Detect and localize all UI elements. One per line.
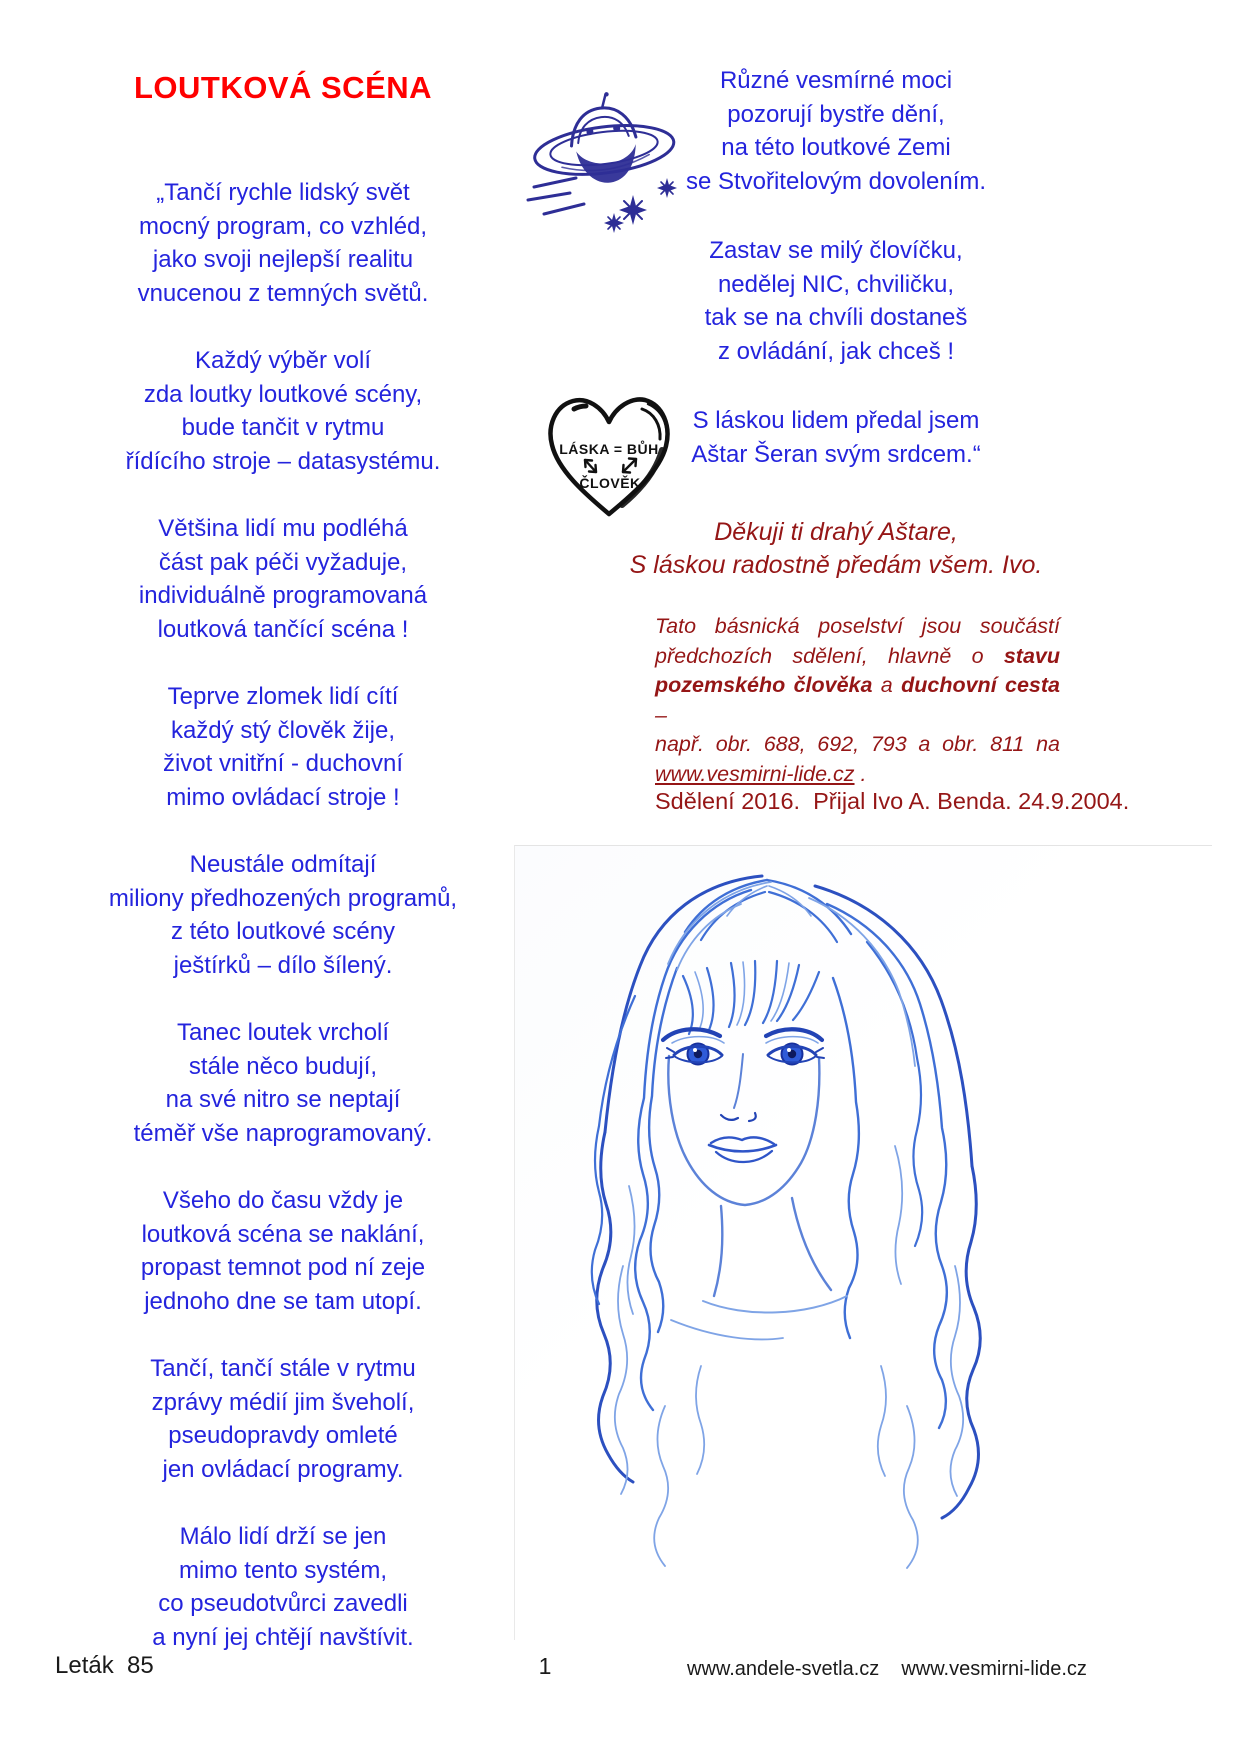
- poem-line: stále něco budují,: [188, 1052, 378, 1080]
- poem-line: loutková scéna se naklání,: [141, 1220, 425, 1248]
- poem-line: pozorují bystře dění,: [727, 100, 945, 128]
- note-line: [655, 730, 1060, 760]
- note-text: a: [872, 673, 902, 697]
- portrait-illustration: [514, 845, 1212, 1640]
- left-poem: [55, 176, 511, 1688]
- note-text: předchozích sdělení, hlavně o: [655, 643, 1004, 668]
- poem-line: Teprve zlomek lidí cítí: [167, 683, 399, 710]
- poem-line: miliony předhozených programů,: [108, 884, 458, 912]
- poem-line: mimo ovládací stroje !: [166, 783, 400, 811]
- poem-line: Zastav se milý človíčku,: [709, 237, 963, 264]
- poem-line: a nyní jej chtějí navštívit.: [152, 1623, 414, 1651]
- dedication-line: S láskou radostně předám všem. Ivo.: [629, 551, 1043, 579]
- poem-line: pseudopravdy omleté: [168, 1422, 398, 1449]
- poem-line: část pak péči vyžaduje,: [158, 548, 408, 576]
- poem-line: jen ovládací programy.: [162, 1455, 404, 1483]
- vesmirni-lide-link[interactable]: www.vesmirni-lide.cz: [655, 761, 855, 786]
- poem-line: se Stvořitelovým dovolením.: [685, 167, 987, 195]
- note-text: duchovní cesta: [901, 673, 1060, 697]
- note-text: pozemského člověka: [655, 673, 873, 697]
- poem-stanza: [55, 680, 511, 814]
- poem-line: Každý výběr volí: [194, 347, 372, 374]
- motion-lines: [528, 178, 584, 214]
- poem-line: mimo tento systém,: [178, 1556, 388, 1584]
- poem-line: z této loutkové scény: [170, 918, 396, 945]
- poem-stanza: [55, 1520, 511, 1654]
- poem-stanza: [55, 176, 511, 310]
- poem-line: vnucenou z temných světů.: [137, 279, 429, 307]
- poem-line: „Tančí rychle lidský svět: [156, 179, 410, 206]
- poem-line: individuálně programovaná: [138, 582, 428, 609]
- footer-urls: [687, 1658, 1087, 1681]
- poem-line: téměř vše naprogramovaný.: [133, 1119, 433, 1147]
- poem-line: Aštar Šeran svým srdcem.“: [691, 440, 981, 468]
- poem-stanza: [55, 1016, 511, 1150]
- note-line: [655, 671, 1060, 730]
- poem-line: zda loutky loutkové scény,: [143, 380, 423, 408]
- poem-line: Tanec loutek vrcholí: [176, 1019, 390, 1046]
- note-line: [655, 760, 1060, 790]
- poem-line: tak se na chvíli dostaneš: [704, 304, 968, 331]
- poem-line: jako svoji nejlepší realitu: [152, 246, 414, 273]
- footer-leaflet-number: Leták 85: [55, 1652, 154, 1679]
- poem-line: loutková tančící scéna !: [157, 615, 409, 643]
- poem-line: S láskou lidem předal jsem: [692, 407, 980, 434]
- poem-stanza: [55, 1184, 511, 1318]
- poem-line: Většina lidí mu podléhá: [158, 515, 408, 542]
- poem-line: bude tančit v rytmu: [181, 414, 385, 441]
- dedication-line: Děkuji ti drahý Aštare,: [714, 518, 958, 546]
- poem-line: každý stý člověk žije,: [170, 716, 396, 744]
- poem-line: Různé vesmírné moci: [719, 67, 953, 94]
- footer-url-vesmirni-lide: www.vesmirni-lide.cz: [901, 1658, 1087, 1680]
- poem-line: nedělej NIC, chviličku,: [717, 270, 955, 298]
- closing-line: Sdělení 2016. Přijal Ivo A. Benda. 24.9.2004.: [655, 788, 1130, 814]
- right-poem: [610, 64, 1062, 507]
- poem-line: z ovládání, jak chceš !: [717, 337, 955, 365]
- poem-stanza: [610, 64, 1062, 198]
- poem-line: ještírků – dílo šílený.: [173, 951, 393, 979]
- poem-stanza: [610, 234, 1062, 368]
- poem-stanza: [55, 1352, 511, 1486]
- poem-line: co pseudotvůrci zavedli: [158, 1590, 408, 1617]
- poem-line: život vnitřní - duchovní: [162, 750, 404, 777]
- poem-line: na své nitro se neptají: [165, 1086, 401, 1113]
- footer-url-andele-svetla: www.andele-svetla.cz: [687, 1658, 880, 1680]
- poem-line: Neustále odmítají: [189, 851, 377, 878]
- poem-line: na této loutkové Zemi: [721, 134, 951, 161]
- note-paragraph: [655, 612, 1060, 789]
- poem-stanza: [55, 512, 511, 646]
- page-title: LOUTKOVÁ SCÉNA: [133, 70, 433, 105]
- note-text: Tato básnická poselství jsou součástí: [655, 614, 1060, 638]
- note-line: [655, 642, 1060, 672]
- note-text: např. obr. 688, 692, 793 a obr. 811 na: [655, 732, 1060, 756]
- poem-line: zprávy médií jim šveholí,: [151, 1388, 415, 1416]
- poem-line: Všeho do času vždy je: [162, 1187, 404, 1214]
- note-text: .: [854, 761, 867, 786]
- heart-text-bottom: ČLOVĚK: [579, 475, 641, 491]
- woman-face-drawing: [515, 846, 1213, 1641]
- note-text: stavu: [1003, 643, 1060, 668]
- footer-page-number: 1: [538, 1653, 552, 1679]
- dedication: [610, 516, 1062, 582]
- poem-line: řídícího stroje – datasystému.: [125, 447, 441, 475]
- note-text: –: [655, 702, 667, 727]
- heart-text-top: LÁSKA = BŮH: [559, 441, 659, 457]
- poem-line: Tančí, tančí stále v rytmu: [150, 1355, 416, 1382]
- poem-line: propast temnot pod ní zeje: [140, 1254, 426, 1281]
- poem-stanza: [610, 404, 1062, 471]
- poem-line: mocný program, co vzhléd,: [138, 212, 428, 240]
- note-line: [655, 612, 1060, 642]
- poem-line: jednoho dne se tam utopí.: [144, 1287, 422, 1315]
- arrow-icon: [585, 460, 596, 472]
- poem-line: Málo lidí drží se jen: [179, 1523, 387, 1550]
- poem-stanza: [55, 848, 511, 982]
- poem-stanza: [55, 344, 511, 478]
